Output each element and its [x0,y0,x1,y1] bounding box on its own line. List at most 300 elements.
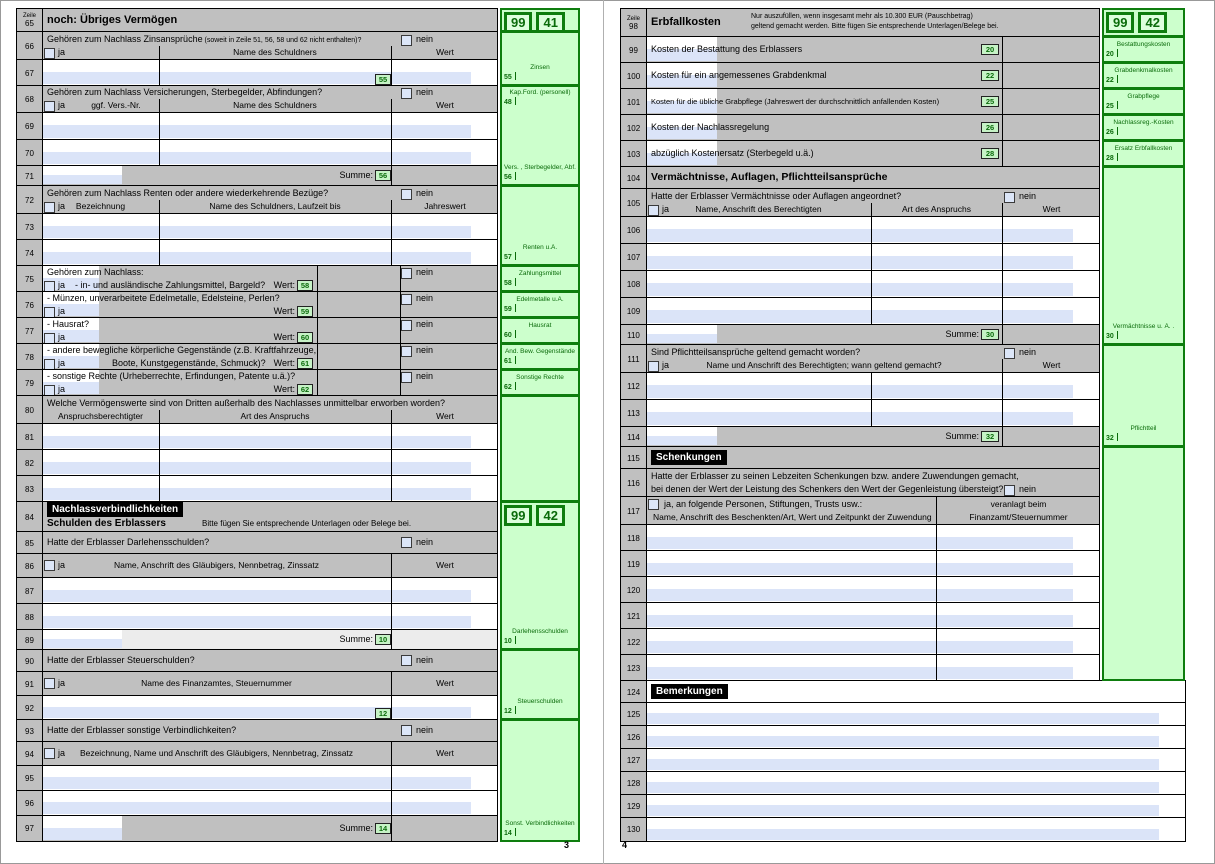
column-header: Art des Anspruchs [902,204,971,214]
nein-label: nein [416,655,434,665]
form-row-125 [620,702,1186,726]
input-line[interactable] [17,60,471,72]
zeile-cell [17,532,43,554]
zeile-number: 93 [25,726,34,736]
form-row-70 [16,139,498,166]
question-main: Hatte der Erblasser Vermächtnisse oder Auflagen angeordnet? [651,191,902,201]
sidebar-code-tick [1117,101,1118,109]
question-main: Sind Pflichtteilsansprüche geltend gemacht worden? [651,347,861,357]
cost-label: Kosten der Nachlassregelung [651,122,770,132]
input-line[interactable] [17,140,471,152]
page-badge: 41 [536,12,564,33]
ja-checkbox[interactable] [44,101,55,112]
sidebar-code-line [1106,331,1181,341]
input-line[interactable] [17,766,471,777]
zeile-number: 130 [626,825,641,834]
zeile-number: 85 [25,538,34,548]
input-line[interactable] [621,229,1073,242]
nein-label: nein [416,319,434,329]
zeile-cell [621,63,647,89]
page-badge: 42 [536,505,564,526]
zeile-cell [621,681,647,703]
sidebar-entry [504,820,576,838]
input-line[interactable] [621,283,1073,296]
column-divider [871,244,872,271]
nein-checkbox[interactable] [1004,192,1015,203]
column-divider [159,60,160,86]
form-row-112 [620,372,1100,400]
cost-label: Kosten der Bestattung des Erblassers [651,44,803,54]
nein-checkbox[interactable] [401,88,412,99]
column-header: Wert [436,748,454,758]
column-divider [159,240,160,266]
column-divider [936,551,937,577]
sidebar-entry [504,244,576,262]
input-line[interactable] [17,696,471,707]
input-line[interactable] [17,462,471,474]
zeile-cell [621,325,647,345]
zeile-number: 97 [25,824,34,833]
question-text [47,186,328,200]
input-line[interactable] [621,667,1073,679]
sum-label: Summe: [339,634,373,644]
column-divider [317,266,318,292]
zeile-cell [17,696,43,720]
zeile-cell [17,370,43,396]
input-line[interactable] [621,629,1073,641]
input-line[interactable] [17,777,471,789]
zeile-number: 72 [25,195,34,205]
sidebar-box [500,31,580,86]
input-line[interactable] [621,271,1073,283]
sidebar-entry [504,348,576,366]
zeile-cell [17,86,43,113]
zeile-cell [621,167,647,189]
question-text [47,86,322,99]
zeile-number: 107 [626,253,641,262]
ja-label: ja [58,201,66,211]
column-divider [391,166,392,186]
cost-label: abzüglich Kostenersatz (Sterbegeld u.ä.) [651,148,814,158]
input-line[interactable] [17,152,471,164]
sidebar-code-line [504,304,576,314]
page-badge: 99 [504,505,532,526]
form-row-103 [620,140,1100,167]
input-line[interactable] [621,818,1159,829]
ja-label: ja [58,100,66,110]
column-divider [391,214,392,240]
input-line[interactable] [621,244,1073,256]
zeile-number: 116 [627,478,640,488]
question-text: - sonstige Rechte (Urheberrechte, Erfindungen, Patente u.ä.)? [47,371,296,381]
form-row-98 [620,8,1100,37]
zeile-number: 105 [626,198,641,208]
sidebar-code: 12 [504,708,512,715]
nein-label: nein [1019,191,1037,201]
input-line[interactable] [621,551,1073,563]
zeile-number: 67 [25,68,34,78]
column-divider [1002,359,1003,373]
field-code-box: 60 [297,332,313,343]
column-divider [391,410,392,424]
sidebar-entry [504,64,576,82]
zeile-cell [17,476,43,502]
input-line[interactable] [17,604,471,616]
sidebar-code: 56 [504,174,512,181]
column-divider [159,99,160,113]
sidebar-code: 62 [504,384,512,391]
sidebar-code: 61 [504,358,512,365]
form-row-111 [620,344,1100,373]
zeile-cell [621,217,647,244]
column-header: Wert [436,560,454,570]
column-divider [1002,244,1003,271]
sidebar-label: Zahlungsmittel [518,270,562,277]
zeile-number: 103 [626,149,641,159]
column-divider [1002,271,1003,298]
input-line[interactable] [621,310,1073,323]
sidebar-box [500,265,580,292]
input-line[interactable] [621,412,1073,425]
column-divider [159,450,160,476]
zeile-cell [621,772,647,795]
input-line[interactable] [17,226,471,238]
input-line[interactable] [17,113,471,125]
form-row-69 [16,112,498,140]
column-divider [871,271,872,298]
input-line[interactable] [621,655,1073,667]
input-line[interactable] [621,385,1073,398]
sidebar-code-line [1106,127,1181,137]
page-badge: 99 [1106,12,1134,33]
question-text: Hatte der Erblasser sonstige Verbindlichkeiten? [47,725,237,735]
nein-checkbox[interactable] [401,372,412,383]
form-row-96 [16,790,498,816]
form-row-95 [16,765,498,791]
column-divider [871,298,872,325]
column-header: Name des Schuldners [233,47,317,57]
column-divider [159,140,160,166]
zeile-number: 121 [626,611,641,621]
field-code-box: 32 [981,431,999,442]
input-line[interactable] [621,256,1073,269]
zeile-cell [17,9,43,32]
column-divider [936,603,937,629]
sidebar-entry [1106,145,1181,163]
column-divider [936,577,937,603]
form-row-75 [16,265,498,292]
sidebar-label: Sonst. Verbindlichkeiten [505,820,575,827]
page-number: 4 [622,840,628,850]
input-line[interactable] [621,726,1159,736]
ja-label: ja [58,47,66,57]
zeile-number: 98 [629,21,638,31]
column-divider [391,60,392,86]
sidebar-code-line [1106,153,1181,163]
question-main: Gehören zum Nachlass Versicherungen, Sterbegelder, Abfindungen? [47,87,323,97]
question-main: Welche Vermögenswerte sind von Dritten außerhalb des Nachlasses unmittelbar erworben worden? [47,398,446,408]
input-line[interactable] [621,603,1073,615]
column-header: Name des Finanzamtes, Steuernummer [141,678,292,688]
input-line[interactable] [621,589,1073,601]
form-row-92 [16,695,498,720]
nein-checkbox[interactable] [1004,485,1015,496]
zeile-cell [17,32,43,60]
column-header: Name, Anschrift des Gläubigers, Nennbetrag, Zinssatz [113,560,320,570]
zeile-cell [621,298,647,325]
sidebar-code: 59 [504,306,512,313]
zeile-cell [17,630,43,650]
input-line[interactable] [621,641,1073,653]
input-line[interactable] [17,436,471,448]
nein-checkbox[interactable] [401,35,412,46]
page-badge: 99 [504,12,532,33]
input-line[interactable] [621,736,1159,747]
nein-checkbox[interactable] [401,655,412,666]
sidebar-code: 57 [504,254,512,261]
sidebar-code-line [504,382,576,392]
question-text-2: - in- und ausländische Zahlungsmittel, Bargeld? [75,280,266,290]
sidebar-code-line [1106,75,1181,85]
column-divider [391,140,392,166]
form-row-76 [16,291,498,318]
form-row-100 [620,62,1100,89]
sidebar-entry [504,322,576,340]
zeile-cell [621,525,647,551]
nein-checkbox[interactable] [401,294,412,305]
input-line[interactable] [17,791,471,802]
input-line[interactable] [621,525,1073,537]
input-line[interactable] [17,590,471,602]
zeile-cell [17,396,43,424]
sidebar-code-tick [515,330,516,338]
sidebar-entry [504,628,576,646]
zeile-number: 76 [25,300,34,310]
zeile-number: 113 [627,409,640,418]
ja-label: ja [58,560,66,570]
column-divider [871,203,872,217]
sidebar-entry [504,296,576,314]
zeile-cell [621,629,647,655]
nein-label: nein [416,188,434,198]
nein-label: nein [416,345,434,355]
sidebar-code-line [1106,49,1181,59]
sidebar-code-tick [515,636,516,644]
sidebar-code: 14 [504,830,512,837]
column-header: Wert [1042,360,1061,370]
input-line[interactable] [17,252,471,264]
column-header: Art des Anspruchs [240,411,310,421]
subsection-title: Schulden des Erblassers [47,518,166,529]
nein-checkbox[interactable] [1004,348,1015,359]
sidebar-code-line [1106,101,1181,111]
input-line[interactable] [621,805,1159,816]
nein-checkbox[interactable] [401,725,412,736]
sidebar-entry [1106,119,1181,137]
input-line[interactable] [621,537,1073,549]
sidebar-entry [504,164,576,182]
zeile-cell [17,113,43,140]
question-text: Hatte der Erblasser zu seinen Lebzeiten Schenkungen bzw. andere Zuwendungen gemacht, [651,471,1019,481]
zeile-number: 120 [626,585,641,595]
column-divider [391,604,392,630]
zeile-cell [621,9,647,37]
column-divider [1002,141,1003,167]
input-line[interactable] [621,298,1073,310]
input-line[interactable] [621,713,1159,724]
zeile-cell [621,115,647,141]
column-divider [1002,325,1003,345]
zeile-cell [17,60,43,86]
sidebar-label: Sonstige Rechte [516,374,564,381]
column-header: Bezeichnung, Name und Anschrift des Gläubigers, Nennbetrag, Zinssatz [79,748,354,758]
form-row-82 [16,449,498,476]
zeile-cell [17,742,43,766]
column-divider [1002,217,1003,244]
form-row-104 [620,166,1100,189]
input-line[interactable] [621,782,1159,793]
column-divider [391,476,392,502]
zeile-number: 111 [627,354,640,364]
sidebar-code-tick [1117,153,1118,161]
zeile-number: 82 [25,458,34,468]
zeile-number: 112 [627,382,640,391]
form-row-99 [620,36,1100,63]
column-divider [159,476,160,502]
input-line[interactable] [621,217,1073,229]
sidebar-box [500,8,580,32]
question-text [651,189,901,203]
nein-label: nein [1019,484,1037,494]
ja-label: ja [58,384,66,394]
input-line[interactable] [621,400,1073,412]
form-row-97 [16,815,498,842]
zeile-number: 73 [25,222,34,232]
column-divider [391,450,392,476]
nein-checkbox[interactable] [401,537,412,548]
column-divider [391,791,392,816]
input-line[interactable] [621,703,1159,713]
zeile-cell [17,578,43,604]
input-line[interactable] [17,72,471,84]
zeile-cell [621,141,647,167]
nein-checkbox[interactable] [401,346,412,357]
input-line[interactable] [17,707,471,718]
sidebar-box [1102,114,1185,141]
wert-label: Wert: [273,358,295,368]
zeile-cell [17,766,43,791]
nein-checkbox[interactable] [401,320,412,331]
sidebar-code: 20 [1106,51,1114,58]
sidebar-code: 58 [504,280,512,287]
form-row-108 [620,270,1100,298]
form-row-102 [620,114,1100,141]
ja-label: ja [662,360,670,370]
sidebar-code-line [504,356,576,366]
nein-checkbox[interactable] [401,189,412,200]
zeile-cell [621,271,647,298]
input-line[interactable] [17,578,471,590]
form-row-129 [620,794,1186,818]
field-code-box: 22 [981,70,999,81]
zeile-cell [17,672,43,696]
zeile-number: 84 [25,512,34,522]
input-line[interactable] [621,759,1159,770]
column-header: Jahreswert [424,201,466,211]
sidebar-code-tick [1117,127,1118,135]
input-line[interactable] [621,615,1073,627]
sidebar-label: Edelmetalle u.Ä. [516,296,564,303]
column-divider [1002,373,1003,400]
zeile-cell [621,37,647,63]
cost-label: Kosten für die übliche Grabpflege (Jahreswert der durchschnittlich anfallenden Kosten) [651,97,940,106]
zeile-number: 109 [626,307,641,316]
input-line[interactable] [17,802,471,814]
field-code-box: 62 [297,384,313,395]
input-line[interactable] [17,125,471,138]
column-divider [391,742,392,766]
input-line[interactable] [17,240,471,252]
zeile-number: 74 [25,248,34,258]
zeile-cell [621,244,647,271]
zeile-number: 65 [25,19,34,28]
sidebar-code: 48 [504,99,512,106]
input-line[interactable] [17,476,471,488]
input-line[interactable] [621,577,1073,589]
zeile-cell [621,189,647,217]
sidebar-box [500,317,580,344]
input-line[interactable] [621,563,1073,575]
form-row-72 [16,185,498,214]
input-line[interactable] [621,772,1159,782]
ja-checkbox[interactable] [648,499,659,510]
form-row-124 [620,680,1186,703]
question-text [47,32,361,46]
form-row-110 [620,324,1100,345]
zeile-cell [621,469,647,497]
zeile-number: 95 [25,774,34,783]
input-line[interactable] [621,795,1159,805]
wert-label: Wert: [273,384,295,394]
input-line[interactable] [621,373,1073,385]
input-line[interactable] [621,749,1159,759]
nein-checkbox[interactable] [401,268,412,279]
form-row-118 [620,524,1100,551]
ja-checkbox[interactable] [44,48,55,59]
section-title: noch: Übriges Vermögen [47,14,178,26]
input-line[interactable] [621,829,1159,840]
form-row-71 [16,165,498,186]
input-line[interactable] [17,488,471,500]
sidebar-code-line [504,278,576,288]
form-row-79 [16,369,498,396]
form-row-109 [620,297,1100,325]
sidebar-box [1102,62,1185,89]
input-line[interactable] [17,214,471,226]
column-divider [391,816,392,841]
sidebar-code: 26 [1106,129,1114,136]
ja-label: ja [58,280,66,290]
badge-group [1106,12,1171,33]
input-line[interactable] [17,450,471,462]
input-line[interactable] [17,616,471,628]
zeile-number: 79 [25,378,34,388]
column-divider [871,217,872,244]
input-line[interactable] [17,424,471,436]
zeile-cell [621,726,647,749]
zeile-number: 114 [627,432,640,442]
sidebar-label: Kap.Ford. (personell) [509,89,571,96]
